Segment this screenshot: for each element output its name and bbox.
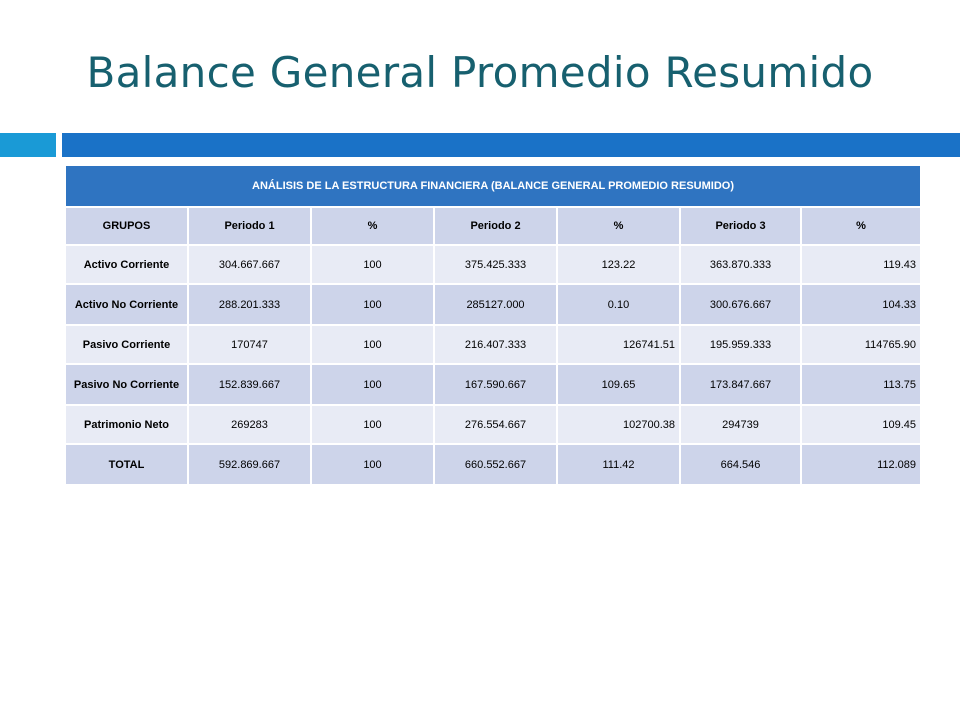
cell-percent-2: 109.65	[557, 364, 680, 405]
financial-structure-table	[64, 164, 922, 486]
cell-periodo-3: 300.676.667	[680, 284, 801, 325]
cell-periodo-2: 276.554.667	[434, 405, 557, 444]
cell-percent-2: 111.42	[557, 444, 680, 485]
header-periodo-2: Periodo 2	[434, 207, 557, 245]
cell-percent-3: 114765.90	[801, 325, 921, 364]
header-percent-2: %	[557, 207, 680, 245]
row-group-label: Pasivo Corriente	[65, 325, 188, 364]
cell-percent-3: 113.75	[801, 364, 921, 405]
cell-percent-3: 104.33	[801, 284, 921, 325]
cell-percent-3: 119.43	[801, 245, 921, 284]
table-row	[65, 405, 921, 444]
cell-percent-3: 109.45	[801, 405, 921, 444]
table-caption-row	[65, 165, 921, 207]
cell-percent-1: 100	[311, 245, 434, 284]
table-header-row	[65, 207, 921, 245]
accent-bar-right	[62, 133, 960, 157]
cell-periodo-1: 288.201.333	[188, 284, 311, 325]
slide-title: Balance General Promedio Resumido	[86, 48, 874, 97]
cell-percent-1: 100	[311, 444, 434, 485]
cell-periodo-2: 375.425.333	[434, 245, 557, 284]
cell-periodo-1: 152.839.667	[188, 364, 311, 405]
cell-periodo-3: 195.959.333	[680, 325, 801, 364]
row-group-label: TOTAL	[65, 444, 188, 485]
cell-periodo-3: 294739	[680, 405, 801, 444]
cell-periodo-1: 170747	[188, 325, 311, 364]
cell-percent-2: 0.10	[557, 284, 680, 325]
table-row	[65, 364, 921, 405]
table-row	[65, 325, 921, 364]
cell-periodo-2: 167.590.667	[434, 364, 557, 405]
cell-periodo-1: 269283	[188, 405, 311, 444]
table-row-total	[65, 444, 921, 485]
cell-periodo-2: 285127.000	[434, 284, 557, 325]
cell-percent-2: 123.22	[557, 245, 680, 284]
cell-percent-2: 126741.51	[557, 325, 680, 364]
cell-percent-1: 100	[311, 325, 434, 364]
cell-percent-1: 100	[311, 364, 434, 405]
cell-percent-1: 100	[311, 405, 434, 444]
row-group-label: Activo No Corriente	[65, 284, 188, 325]
cell-periodo-1: 304.667.667	[188, 245, 311, 284]
table-caption: ANÁLISIS DE LA ESTRUCTURA FINANCIERA (BALANCE GENERAL PROMEDIO RESUMIDO)	[65, 165, 921, 207]
accent-bar-left	[0, 133, 56, 157]
table-row	[65, 245, 921, 284]
cell-periodo-3: 363.870.333	[680, 245, 801, 284]
cell-percent-2: 102700.38	[557, 405, 680, 444]
cell-periodo-3: 173.847.667	[680, 364, 801, 405]
cell-periodo-1: 592.869.667	[188, 444, 311, 485]
row-group-label: Activo Corriente	[65, 245, 188, 284]
header-periodo-1: Periodo 1	[188, 207, 311, 245]
row-group-label: Pasivo No Corriente	[65, 364, 188, 405]
header-percent-3: %	[801, 207, 921, 245]
header-grupos: GRUPOS	[65, 207, 188, 245]
cell-periodo-3: 664.546	[680, 444, 801, 485]
cell-periodo-2: 660.552.667	[434, 444, 557, 485]
cell-periodo-2: 216.407.333	[434, 325, 557, 364]
row-group-label: Patrimonio Neto	[65, 405, 188, 444]
header-percent-1: %	[311, 207, 434, 245]
cell-percent-3: 112.089	[801, 444, 921, 485]
header-periodo-3: Periodo 3	[680, 207, 801, 245]
cell-percent-1: 100	[311, 284, 434, 325]
table-row	[65, 284, 921, 325]
